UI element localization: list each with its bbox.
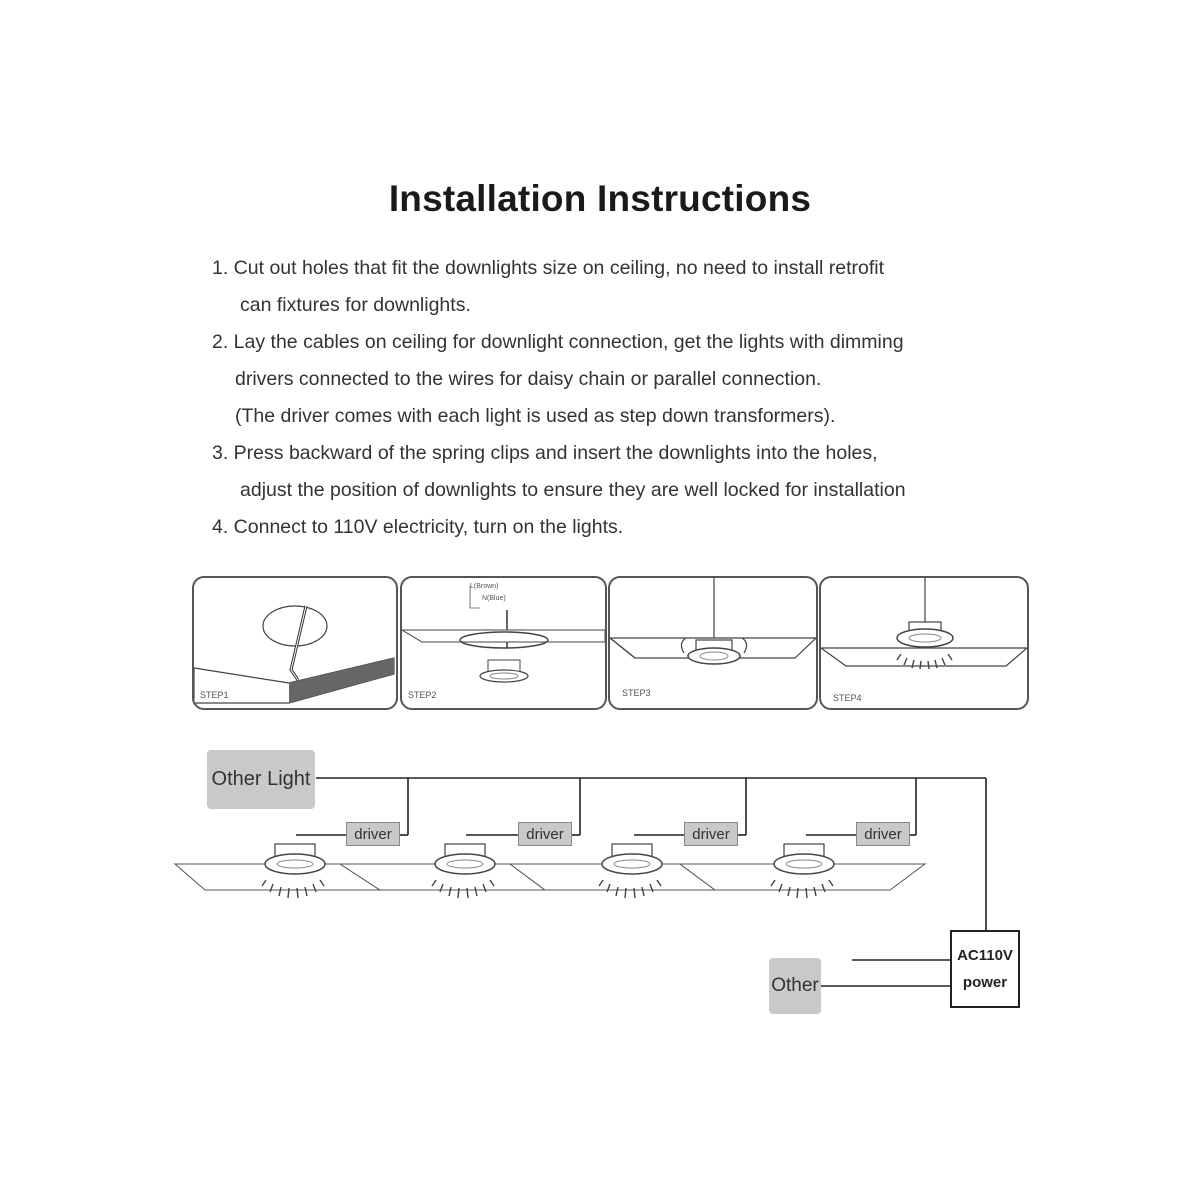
other-light-box: Other Light — [207, 750, 315, 809]
step1-label: STEP1 — [200, 690, 229, 700]
wire-brown-label: L(Brown) — [470, 583, 499, 590]
step2-label: STEP2 — [408, 690, 437, 700]
step3-label: STEP3 — [622, 688, 651, 698]
other-box: Other — [769, 958, 821, 1014]
step3-panel — [608, 576, 818, 710]
driver-box: driver — [684, 822, 738, 846]
instruction-line: 2. Lay the cables on ceiling for downlight connection, get the lights with dimming — [212, 331, 904, 353]
driver-box: driver — [346, 822, 400, 846]
step4-panel — [819, 576, 1029, 710]
driver-box: driver — [518, 822, 572, 846]
step2-panel — [400, 576, 607, 710]
instruction-line: 3. Press backward of the spring clips and insert the downlights into the holes, — [212, 442, 878, 464]
instruction-line: adjust the position of downlights to ensure they are well locked for installation — [240, 479, 906, 501]
step4-illustration — [821, 578, 1027, 708]
power-supply-box — [950, 930, 1020, 1008]
instruction-line: drivers connected to the wires for daisy chain or parallel connection. — [235, 368, 822, 390]
instruction-list — [212, 250, 1012, 546]
step1-panel — [192, 576, 398, 710]
instruction-line: 4. Connect to 110V electricity, turn on the lights. — [212, 516, 624, 538]
instruction-line: 1. Cut out holes that fit the downlights size on ceiling, no need to install retrofit — [212, 257, 885, 279]
step4-label: STEP4 — [833, 693, 862, 703]
power-label-line1: AC110V — [957, 947, 1013, 964]
instruction-line: (The driver comes with each light is used as step down transformers). — [235, 405, 836, 427]
step1-illustration — [194, 578, 396, 708]
driver-box: driver — [856, 822, 910, 846]
wiring-diagram — [0, 740, 1200, 1040]
wire-blue-label: N(Blue) — [482, 595, 506, 602]
instruction-line: can fixtures for downlights. — [240, 294, 471, 316]
power-label-line2: power — [962, 974, 1008, 991]
page-title: Installation Instructions — [388, 178, 812, 219]
